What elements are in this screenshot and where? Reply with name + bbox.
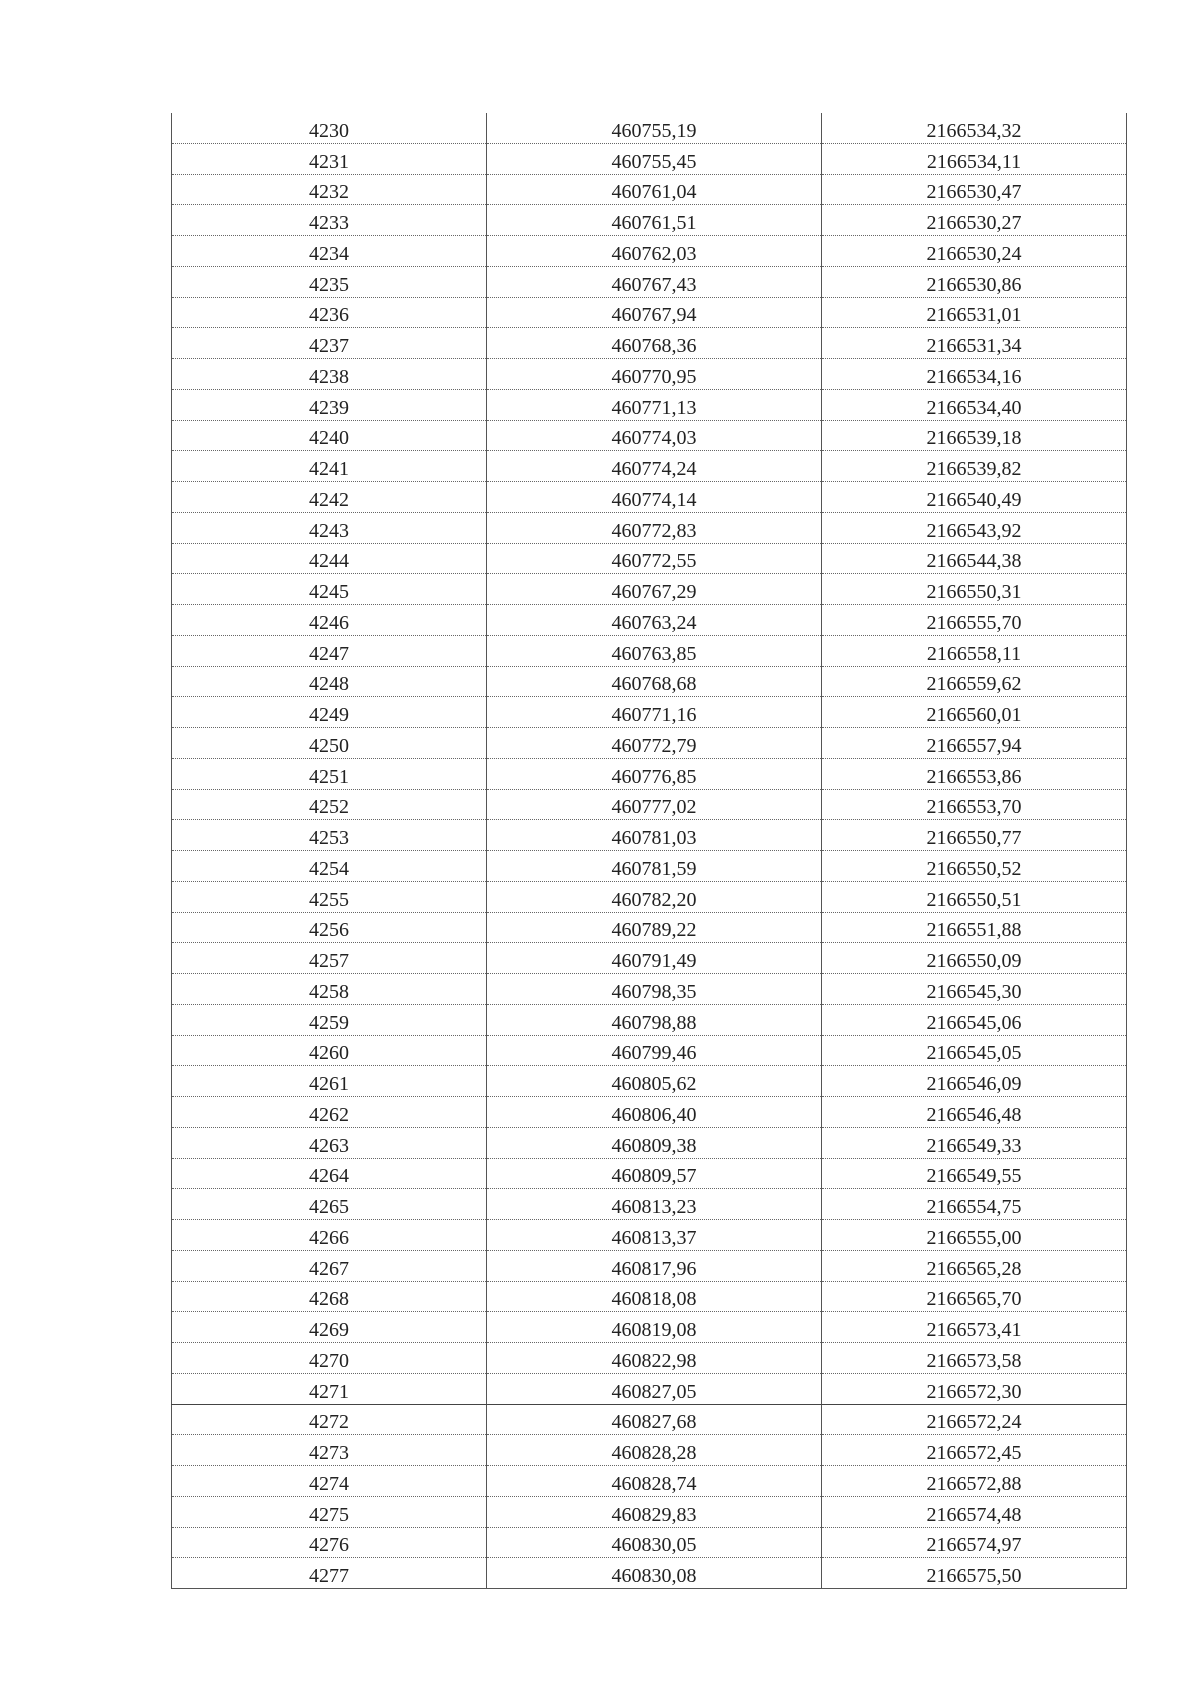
y-coordinate-cell: 2166545,30 (822, 974, 1127, 1005)
point-number-cell: 4251 (172, 758, 487, 789)
table-row (172, 236, 1127, 267)
y-coordinate-cell: 2166531,34 (822, 328, 1127, 359)
x-coordinate-cell: 460755,45 (487, 143, 822, 174)
x-coordinate-cell: 460762,03 (487, 236, 822, 267)
y-coordinate-cell: 2166534,40 (822, 389, 1127, 420)
table-row (172, 512, 1127, 543)
table-row (172, 851, 1127, 882)
point-number-cell: 4237 (172, 328, 487, 359)
point-number-cell: 4231 (172, 143, 487, 174)
y-coordinate-cell: 2166544,38 (822, 543, 1127, 574)
y-coordinate-cell: 2166539,82 (822, 451, 1127, 482)
y-coordinate-cell: 2166534,11 (822, 143, 1127, 174)
x-coordinate-cell: 460791,49 (487, 943, 822, 974)
table-row (172, 1250, 1127, 1281)
y-coordinate-cell: 2166574,48 (822, 1496, 1127, 1527)
y-coordinate-cell: 2166530,24 (822, 236, 1127, 267)
x-coordinate-cell: 460768,36 (487, 328, 822, 359)
table-row (172, 205, 1127, 236)
x-coordinate-cell: 460799,46 (487, 1035, 822, 1066)
point-number-cell: 4252 (172, 789, 487, 820)
y-coordinate-cell: 2166572,45 (822, 1435, 1127, 1466)
x-coordinate-cell: 460798,88 (487, 1004, 822, 1035)
x-coordinate-cell: 460774,14 (487, 482, 822, 513)
point-number-cell: 4245 (172, 574, 487, 605)
y-coordinate-cell: 2166550,31 (822, 574, 1127, 605)
point-number-cell: 4248 (172, 666, 487, 697)
y-coordinate-cell: 2166539,18 (822, 420, 1127, 451)
point-number-cell: 4240 (172, 420, 487, 451)
table-row (172, 1281, 1127, 1312)
x-coordinate-cell: 460781,59 (487, 851, 822, 882)
table-row (172, 1496, 1127, 1527)
x-coordinate-cell: 460761,04 (487, 174, 822, 205)
table-row (172, 1220, 1127, 1251)
x-coordinate-cell: 460817,96 (487, 1250, 822, 1281)
point-number-cell: 4268 (172, 1281, 487, 1312)
table-row (172, 697, 1127, 728)
point-number-cell: 4259 (172, 1004, 487, 1035)
table-row (172, 1558, 1127, 1589)
x-coordinate-cell: 460767,43 (487, 266, 822, 297)
y-coordinate-cell: 2166557,94 (822, 728, 1127, 759)
x-coordinate-cell: 460782,20 (487, 881, 822, 912)
point-number-cell: 4272 (172, 1404, 487, 1435)
point-number-cell: 4253 (172, 820, 487, 851)
x-coordinate-cell: 460819,08 (487, 1312, 822, 1343)
table-row (172, 1527, 1127, 1558)
y-coordinate-cell: 2166555,00 (822, 1220, 1127, 1251)
x-coordinate-cell: 460777,02 (487, 789, 822, 820)
x-coordinate-cell: 460763,24 (487, 605, 822, 636)
point-number-cell: 4277 (172, 1558, 487, 1589)
table-row (172, 574, 1127, 605)
point-number-cell: 4239 (172, 389, 487, 420)
y-coordinate-cell: 2166574,97 (822, 1527, 1127, 1558)
table-row (172, 1097, 1127, 1128)
point-number-cell: 4233 (172, 205, 487, 236)
point-number-cell: 4246 (172, 605, 487, 636)
x-coordinate-cell: 460776,85 (487, 758, 822, 789)
y-coordinate-cell: 2166553,70 (822, 789, 1127, 820)
table-row (172, 758, 1127, 789)
point-number-cell: 4236 (172, 297, 487, 328)
point-number-cell: 4274 (172, 1466, 487, 1497)
x-coordinate-cell: 460781,03 (487, 820, 822, 851)
point-number-cell: 4260 (172, 1035, 487, 1066)
x-coordinate-cell: 460772,79 (487, 728, 822, 759)
y-coordinate-cell: 2166530,47 (822, 174, 1127, 205)
table-row (172, 1066, 1127, 1097)
y-coordinate-cell: 2166546,48 (822, 1097, 1127, 1128)
y-coordinate-cell: 2166534,16 (822, 359, 1127, 390)
x-coordinate-cell: 460829,83 (487, 1496, 822, 1527)
y-coordinate-cell: 2166565,70 (822, 1281, 1127, 1312)
point-number-cell: 4242 (172, 482, 487, 513)
point-number-cell: 4232 (172, 174, 487, 205)
table-row (172, 543, 1127, 574)
x-coordinate-cell: 460770,95 (487, 359, 822, 390)
y-coordinate-cell: 2166560,01 (822, 697, 1127, 728)
point-number-cell: 4257 (172, 943, 487, 974)
y-coordinate-cell: 2166550,77 (822, 820, 1127, 851)
y-coordinate-cell: 2166573,41 (822, 1312, 1127, 1343)
x-coordinate-cell: 460809,57 (487, 1158, 822, 1189)
x-coordinate-cell: 460771,13 (487, 389, 822, 420)
table-row (172, 635, 1127, 666)
point-number-cell: 4269 (172, 1312, 487, 1343)
x-coordinate-cell: 460771,16 (487, 697, 822, 728)
point-number-cell: 4243 (172, 512, 487, 543)
table-row (172, 912, 1127, 943)
x-coordinate-cell: 460806,40 (487, 1097, 822, 1128)
x-coordinate-cell: 460830,08 (487, 1558, 822, 1589)
table-row (172, 389, 1127, 420)
point-number-cell: 4249 (172, 697, 487, 728)
point-number-cell: 4256 (172, 912, 487, 943)
x-coordinate-cell: 460813,23 (487, 1189, 822, 1220)
y-coordinate-cell: 2166565,28 (822, 1250, 1127, 1281)
table-row (172, 1035, 1127, 1066)
point-number-cell: 4263 (172, 1127, 487, 1158)
point-number-cell: 4254 (172, 851, 487, 882)
y-coordinate-cell: 2166575,50 (822, 1558, 1127, 1589)
x-coordinate-cell: 460828,28 (487, 1435, 822, 1466)
y-coordinate-cell: 2166572,88 (822, 1466, 1127, 1497)
point-number-cell: 4264 (172, 1158, 487, 1189)
point-number-cell: 4241 (172, 451, 487, 482)
table-row (172, 297, 1127, 328)
y-coordinate-cell: 2166540,49 (822, 482, 1127, 513)
x-coordinate-cell: 460809,38 (487, 1127, 822, 1158)
y-coordinate-cell: 2166545,05 (822, 1035, 1127, 1066)
table-row (172, 881, 1127, 912)
table-row (172, 266, 1127, 297)
x-coordinate-cell: 460830,05 (487, 1527, 822, 1558)
x-coordinate-cell: 460772,55 (487, 543, 822, 574)
point-number-cell: 4234 (172, 236, 487, 267)
point-number-cell: 4261 (172, 1066, 487, 1097)
x-coordinate-cell: 460774,03 (487, 420, 822, 451)
x-coordinate-cell: 460774,24 (487, 451, 822, 482)
y-coordinate-cell: 2166534,32 (822, 113, 1127, 143)
table-row (172, 820, 1127, 851)
point-number-cell: 4262 (172, 1097, 487, 1128)
table-row (172, 359, 1127, 390)
point-number-cell: 4271 (172, 1373, 487, 1404)
x-coordinate-cell: 460827,05 (487, 1373, 822, 1404)
y-coordinate-cell: 2166550,51 (822, 881, 1127, 912)
table-row (172, 1158, 1127, 1189)
y-coordinate-cell: 2166530,27 (822, 205, 1127, 236)
table-row (172, 605, 1127, 636)
table-row (172, 1466, 1127, 1497)
point-number-cell: 4266 (172, 1220, 487, 1251)
y-coordinate-cell: 2166550,09 (822, 943, 1127, 974)
table-row (172, 1343, 1127, 1374)
point-number-cell: 4273 (172, 1435, 487, 1466)
y-coordinate-cell: 2166553,86 (822, 758, 1127, 789)
table-row (172, 1373, 1127, 1404)
y-coordinate-cell: 2166543,92 (822, 512, 1127, 543)
y-coordinate-cell: 2166555,70 (822, 605, 1127, 636)
x-coordinate-cell: 460822,98 (487, 1343, 822, 1374)
x-coordinate-cell: 460798,35 (487, 974, 822, 1005)
x-coordinate-cell: 460813,37 (487, 1220, 822, 1251)
y-coordinate-cell: 2166530,86 (822, 266, 1127, 297)
table-row (172, 174, 1127, 205)
table-row (172, 1404, 1127, 1435)
table-row (172, 728, 1127, 759)
y-coordinate-cell: 2166549,55 (822, 1158, 1127, 1189)
y-coordinate-cell: 2166554,75 (822, 1189, 1127, 1220)
x-coordinate-cell: 460818,08 (487, 1281, 822, 1312)
table-row (172, 666, 1127, 697)
table-row (172, 1127, 1127, 1158)
coordinates-table-body (172, 113, 1127, 1589)
y-coordinate-cell: 2166572,24 (822, 1404, 1127, 1435)
table-row (172, 1189, 1127, 1220)
point-number-cell: 4255 (172, 881, 487, 912)
y-coordinate-cell: 2166559,62 (822, 666, 1127, 697)
table-row (172, 789, 1127, 820)
y-coordinate-cell: 2166549,33 (822, 1127, 1127, 1158)
point-number-cell: 4265 (172, 1189, 487, 1220)
y-coordinate-cell: 2166546,09 (822, 1066, 1127, 1097)
x-coordinate-cell: 460755,19 (487, 113, 822, 143)
table-row (172, 1435, 1127, 1466)
y-coordinate-cell: 2166573,58 (822, 1343, 1127, 1374)
table-row (172, 943, 1127, 974)
x-coordinate-cell: 460789,22 (487, 912, 822, 943)
point-number-cell: 4230 (172, 113, 487, 143)
y-coordinate-cell: 2166550,52 (822, 851, 1127, 882)
x-coordinate-cell: 460767,29 (487, 574, 822, 605)
table-row (172, 143, 1127, 174)
x-coordinate-cell: 460772,83 (487, 512, 822, 543)
y-coordinate-cell: 2166572,30 (822, 1373, 1127, 1404)
table-row (172, 328, 1127, 359)
x-coordinate-cell: 460767,94 (487, 297, 822, 328)
point-number-cell: 4267 (172, 1250, 487, 1281)
y-coordinate-cell: 2166558,11 (822, 635, 1127, 666)
x-coordinate-cell: 460763,85 (487, 635, 822, 666)
point-number-cell: 4250 (172, 728, 487, 759)
x-coordinate-cell: 460768,68 (487, 666, 822, 697)
table-row (172, 1312, 1127, 1343)
x-coordinate-cell: 460805,62 (487, 1066, 822, 1097)
point-number-cell: 4276 (172, 1527, 487, 1558)
point-number-cell: 4247 (172, 635, 487, 666)
table-row (172, 451, 1127, 482)
table-row (172, 974, 1127, 1005)
x-coordinate-cell: 460761,51 (487, 205, 822, 236)
x-coordinate-cell: 460828,74 (487, 1466, 822, 1497)
point-number-cell: 4244 (172, 543, 487, 574)
point-number-cell: 4238 (172, 359, 487, 390)
point-number-cell: 4235 (172, 266, 487, 297)
x-coordinate-cell: 460827,68 (487, 1404, 822, 1435)
y-coordinate-cell: 2166531,01 (822, 297, 1127, 328)
point-number-cell: 4258 (172, 974, 487, 1005)
y-coordinate-cell: 2166545,06 (822, 1004, 1127, 1035)
point-number-cell: 4270 (172, 1343, 487, 1374)
point-number-cell: 4275 (172, 1496, 487, 1527)
table-row (172, 420, 1127, 451)
table-row (172, 113, 1127, 143)
table-row (172, 482, 1127, 513)
table-row (172, 1004, 1127, 1035)
coordinates-table (171, 113, 1127, 1589)
y-coordinate-cell: 2166551,88 (822, 912, 1127, 943)
